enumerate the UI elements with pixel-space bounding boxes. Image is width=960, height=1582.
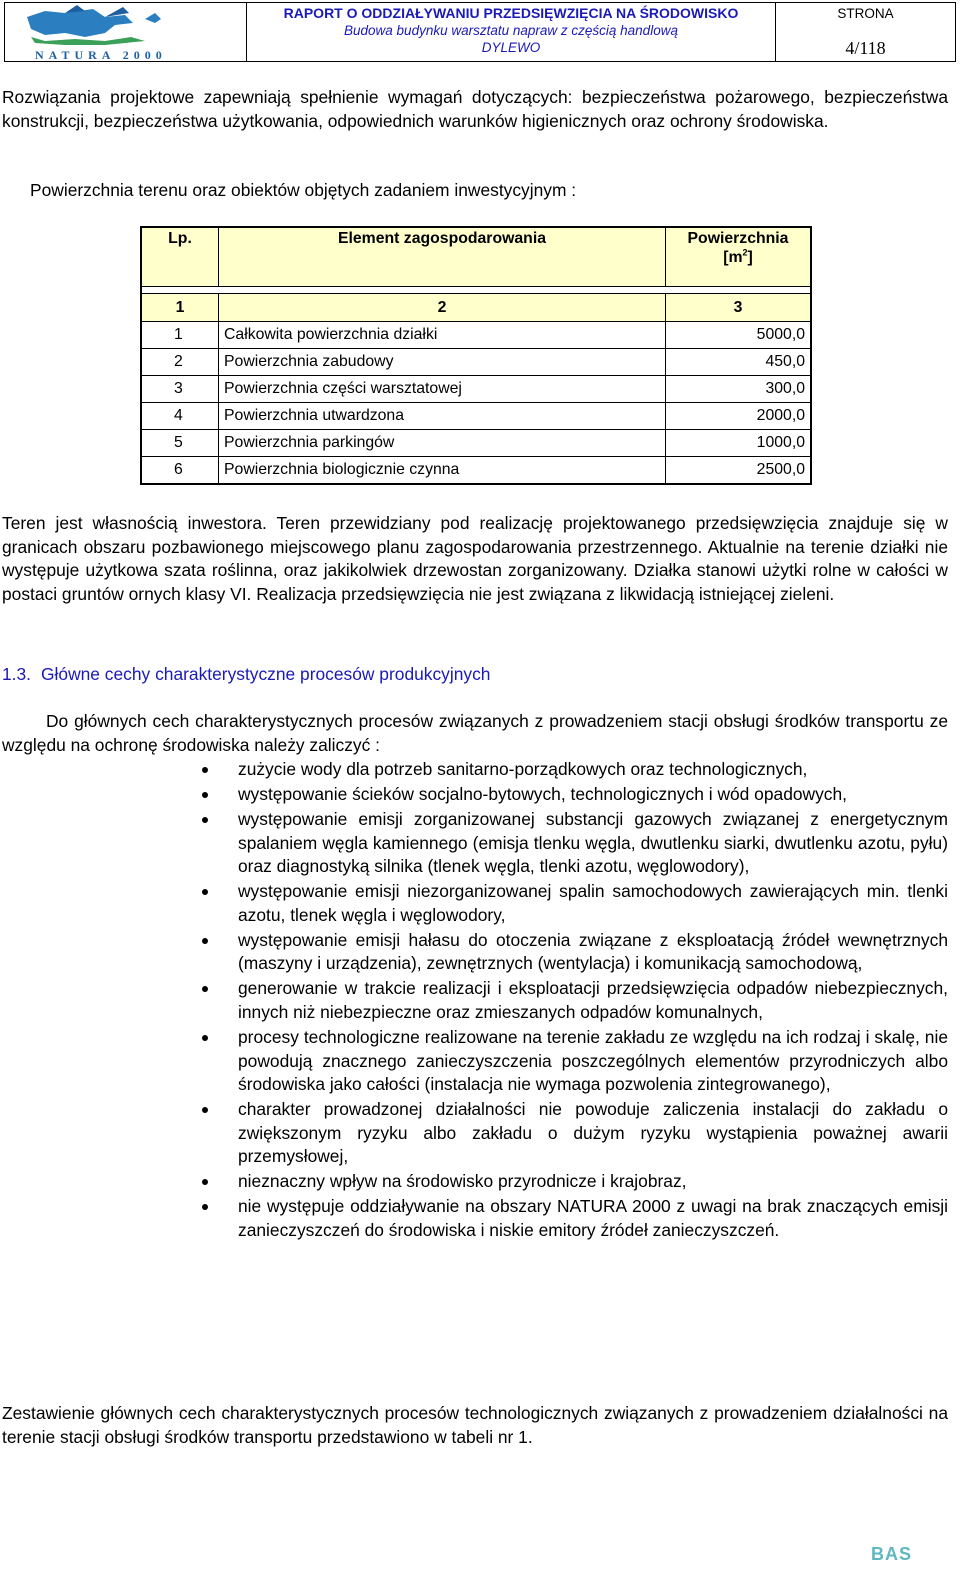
intro-paragraph: Rozwiązania projektowe zapewniają spełnienie wymagań dotyczących: bezpieczeństwa pożarowego, bezpieczeństwa konstrukcji, bezpieczeństwa użytkowania, odpowiednich warunków higienicznych oraz ochrony środowiska. [2,87,948,131]
bullet-icon [202,1179,208,1185]
header-page-box [775,3,955,61]
header-element: Element zagospodarowania [219,227,666,287]
bullet-icon [202,1107,208,1113]
list-item: występowanie emisji niezorganizowanej spalin samochodowych zawierających min. tlenki azotu, tlenek węgla i węglowodory, [238,880,948,927]
table-caption: Powierzchnia terenu oraz obiektów objętych zadaniem inwestycyjnym : [30,180,577,200]
list-item: procesy technologiczne realizowane na terenie zakładu ze względu na ich rodzaj i skalę, nie powodują znacznego zanieczyszczenia poszczególnych elementów przyrodniczych albo środowiska jako całości (instalacja nie wymaga pozwolenia zintegrowanego), [238,1026,948,1097]
table-row: 1 Całkowita powierzchnia działki 5000,0 [141,322,811,349]
section-title: Główne cechy charakterystyczne procesów produkcyjnych [41,664,491,684]
list-item: nie występuje oddziaływanie na obszary NATURA 2000 z uwagi na brak znaczących emisji zanieczyszczeń do środowiska i niskie emitory źródeł zanieczyszczeń. [238,1195,948,1242]
header-area [666,227,812,287]
header-lp: Lp. [141,227,219,287]
report-subtitle: Budowa budynku warsztatu napraw z częścią handlową [344,23,678,38]
list-item: występowanie emisji hałasu do otoczenia związane z eksploatacją źródeł wewnętrznych (maszyny i urządzenia), zewnętrznych (wentylacja) i komunikacją samochodową, [238,929,948,976]
list-item: występowanie ścieków socjalno-bytowych, technologicznych i wód opadowych, [238,783,948,807]
bullet-icon [202,1035,208,1041]
header-center [247,3,775,61]
table-row: 4 Powierzchnia utwardzona 2000,0 [141,403,811,430]
processes-intro-paragraph: Do głównych cech charakterystycznych procesów związanych z prowadzeniem stacji obsługi środków transportu ze względu na ochronę środowiska należy zaliczyć : [2,711,948,755]
area-table [140,226,812,485]
summary-paragraph: Zestawienie głównych cech charakterystycznych procesów technologicznych związanych z prowadzeniem działalności na terenie stacji obsługi środków transportu przedstawiono w tabeli nr 1. [2,1403,948,1447]
bullet-icon [202,889,208,895]
bullet-icon [202,767,208,773]
report-title: RAPORT O ODDZIAŁYWANIU PRZEDSIĘWZIĘCIA NA ŚRODOWISKO [283,5,739,21]
table-header-row [141,227,811,287]
list-item: występowanie emisji zorganizowanej substancji gazowych związanej z energetycznym spalaniem węgla kamiennego (emisja tlenku węgla, dwutlenku siarki, dwutlenku azotu, pyłu) oraz diagnostyką silnika (tlenek węgla, tlenki azotu, węglowodory), [238,808,948,879]
page-number: 4/118 [845,38,886,58]
page-header [4,2,956,62]
table-row: 5 Powierzchnia parkingów 1000,0 [141,430,811,457]
bullet-icon [202,986,208,992]
bas-logo: BAS [871,1544,913,1564]
list-item: zużycie wody dla potrzeb sanitarno-porządkowych oraz technologicznych, [238,758,948,782]
section-heading [2,664,490,685]
table-row: 2 Powierzchnia zabudowy 450,0 [141,349,811,376]
table-row: 3 Powierzchnia części warsztatowej 300,0 [141,376,811,403]
page-label: STRONA [837,6,894,21]
header-area-label: Powierzchnia [687,230,789,247]
bullet-icon [202,817,208,823]
table-row: 6 Powierzchnia biologicznie czynna 2500,0 [141,457,811,485]
bullet-icon [202,1204,208,1210]
natura-2000-logo [5,3,247,61]
characteristics-list [238,758,948,1244]
table-column-numbers: 1 2 3 [141,294,811,322]
logo-text: NATURA 2000 [35,48,167,62]
list-item: nieznaczny wpływ na środowisko przyrodnicze i krajobraz, [238,1170,948,1194]
list-item: charakter prowadzonej działalności nie powoduje zaliczenia instalacji do zakładu o zwiększonym ryzyku albo zakładu o dużym ryzyku wystąpienia poważnej awarii przemysłowej, [238,1098,948,1169]
bullet-icon [202,792,208,798]
report-location: DYLEWO [481,40,541,55]
section-number: 1.3. [2,664,32,684]
list-item: generowanie w trakcie realizacji i eksploatacji przedsięwzięcia odpadów niebezpiecznych, innych niż niebezpieczne oraz zmieszanych odpadów komunalnych, [238,977,948,1024]
header-area-unit: $[m^2]$ [723,248,753,267]
bullet-icon [202,938,208,944]
land-ownership-paragraph: Teren jest własnością inwestora. Teren przewidziany pod realizację projektowanego przedsięwzięcia znajduje się w granicach obszaru pozbawionego miejscowego planu zagospodarowania przestrzennego. Aktualnie na terenie działki nie występuje użytkowa szata roślinna, oraz jakikolwiek drzewostan zorganizowany. Działka stanowi użytki rolne w całości w postaci gruntów ornych klasy VI. Realizacja przedsięwzięcia nie jest związana z likwidacją istniejącej zieleni. [2,513,948,604]
